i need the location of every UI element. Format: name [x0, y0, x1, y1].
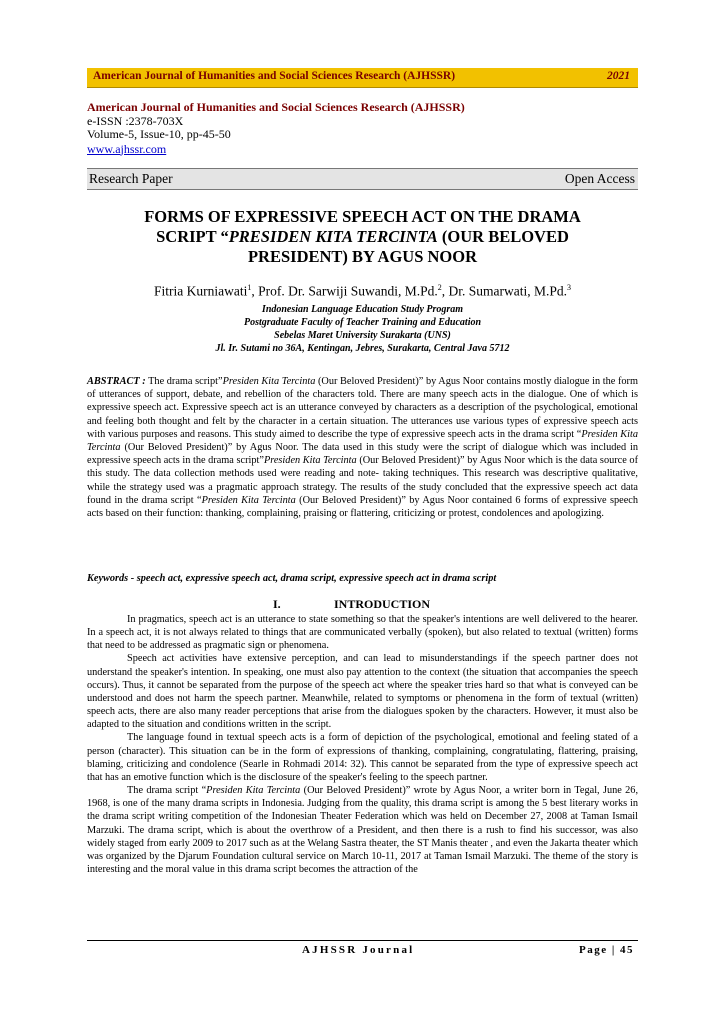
- paper-type: Research Paper: [89, 171, 173, 186]
- title-line-3: PRESIDENT) BY AGUS NOOR: [247, 247, 478, 266]
- abstract-italic: Presiden Kita Tercinta: [87, 428, 638, 454]
- affiliation-line: Sebelas Maret University Surakarta (UNS): [274, 330, 451, 341]
- body-text-run: The drama script “: [127, 785, 207, 797]
- title-line-2: [87, 227, 638, 247]
- access-type: Open Access: [564, 171, 635, 186]
- abstract: [87, 375, 638, 520]
- abstract-italic: Presiden Kita Tercinta: [201, 494, 296, 506]
- author-3-sup: 3: [567, 283, 571, 292]
- abstract-label: ABSTRACT :: [87, 376, 146, 387]
- paper-title: [87, 207, 638, 267]
- title-line-2-c: (OUR BELOVED: [437, 227, 569, 246]
- body-text-run: (Our Beloved President)” wrote by Agus Noor, a writer born in Tegal, June 26, 1968, is one of the many drama scripts in Indonesia. Judging from the quality, this drama script is among the 5 best literary works in the drama script writing competition of the Indonesian Theater Federation which was held on December 27, 2008 at Taman Ismail Marzuki. The drama script, which is about the overthrow of a President, and then there is a rush to find his successor, was also widely staged from early 2009 to 2017 such as at the Welang Sastra theater, the ST Manis theater , and even the Jakarta theater which was organized by the Djarum Foundation cultural service on March 10-11, 2017 at Taman Ismail Marzuki. The theme of the story is interesting and the moral value in this drama script becomes the attraction of the: [87, 785, 639, 875]
- body-paragraph: In pragmatics, speech act is an utterance to state something so that the speaker's intentions are well delivered to the hearer. In a speech act, it is not always related to things that are communicated verbally (spoken), but also related to textual (written) forms that need to be addressed as pragmatic sign or phenomena.: [87, 614, 638, 652]
- section-title: INTRODUCTION: [334, 597, 431, 611]
- abstract-text: (Our Beloved President)” by Agus Noor contains mostly dialogue in the form of utterances of support, debate, and rebellion of the characters told. There are many speech acts in the dialogue. One of which is expressive speech act. Expressive speech act is an utterance conveyed by characters as a description of the psychological, emotional and feeling both thought and felt by the character in a certain situation. The utterances use various types of expressive speech acts with various purposes and reasons. This study aimed to describe the type of expressive speech acts in the drama script “: [87, 376, 638, 440]
- author-1-sup: 1: [247, 283, 252, 292]
- author-2: , Prof. Dr. Sarwiji Suwandi, M.Pd.: [251, 283, 438, 299]
- title-line-1: FORMS OF EXPRESSIVE SPEECH ACT ON THE DRAMA: [144, 207, 581, 226]
- footer-page-number: 45: [620, 944, 634, 956]
- body-italic: Presiden Kita Tercinta: [206, 785, 301, 797]
- keywords: Keywords - speech act, expressive speech act, drama script, expressive speech act in drama script: [87, 573, 497, 584]
- section-number: I.: [273, 597, 281, 611]
- abstract-text: (Our Beloved President)” by Agus Noor. The data used in this study were the script of dialogue which was included in expressive speech acts in the drama script”: [87, 442, 638, 467]
- abstract-text: The drama script”: [145, 376, 223, 387]
- journal-website-link[interactable]: www.ajhssr.com: [87, 141, 167, 156]
- title-line-2-a: SCRIPT “: [156, 227, 229, 246]
- banner-year: 2021: [607, 70, 630, 82]
- eissn: e-ISSN :2378-703X: [87, 113, 184, 128]
- journal-info: [87, 101, 638, 156]
- journal-name: American Journal of Humanities and Social Sciences Research (AJHSSR): [87, 100, 465, 114]
- footer-page: [579, 944, 634, 956]
- affiliation: [87, 303, 638, 355]
- abstract-text: (Our Beloved President)” by Agus Noor which is the data source of this study. The data collection methods used were reading and note- taking techniques. This research was descriptive qualitative, while the strategy used was a pragmatic approach strategy. The results of the study concluded that the expressive speech act data found in the drama script “: [87, 455, 639, 506]
- abstract-text: (Our Beloved President)” by Agus Noor contained 6 forms of expressive speech acts based on their function: thanking, complaining, praising or flattering, criticizing or protest, condolences and apologizing.: [87, 494, 638, 520]
- affiliation-line: Jl. Ir. Sutami no 36A, Kentingan, Jebres, Surakarta, Central Java 5712: [215, 343, 510, 354]
- footer-page-label: Page |: [578, 944, 620, 956]
- body-text: [87, 613, 638, 876]
- body-paragraph: Speech act activities have extensive perception, and can lead to misunderstandings if the speech partner does not understand the speaker's intention. In speaking, one must also pay attention to the context (the situation that accompanies the speech occurs). Thus, it cannot be separated from the purpose of the speech act where the speaker tries hard so that what is conveyed can be understood and does not harm the speech partner. Meanwhile, related to symptoms or phenomena in the form of textual (written) speech acts, there are also many reader perceptions that arise from the dialogues spoken by the characters. However, it must also be adapted to the situation and conditions written in the script.: [87, 653, 638, 731]
- abstract-italic: Presiden Kita Tercinta: [222, 376, 316, 387]
- author-2-sup: 2: [437, 283, 442, 292]
- title-line-2-italic: PRESIDEN KITA TERCINTA: [228, 227, 438, 246]
- volume-issue: Volume-5, Issue-10, pp-45-50: [87, 127, 231, 141]
- banner-journal-title: American Journal of Humanities and Social Sciences Research (AJHSSR): [93, 70, 456, 82]
- author-3: , Dr. Sumarwati, M.Pd.: [441, 283, 567, 299]
- affiliation-line: Indonesian Language Education Study Program: [261, 304, 464, 315]
- body-paragraph: [87, 784, 638, 876]
- author-1: Fitria Kurniawati: [153, 283, 248, 299]
- author-list: [87, 283, 638, 300]
- footer-journal: AJHSSR Journal: [302, 944, 415, 956]
- body-paragraph: The language found in textual speech acts is a form of depiction of the psychological, emotional and feeling stated of a person (character). This situation can be in the form of expressions of thanking, complaining, congratulating, flattering, praising, blaming, criticizing and condolence (Searle in Rohmadi 2014: 32). This cannot be separated from the type of expressive speech act that has an emotive function which is the disclosure of the speaker's feeling to the speech partner.: [87, 732, 638, 783]
- abstract-italic: Presiden Kita Tercinta: [263, 455, 357, 467]
- paper-type-bar: [87, 168, 638, 190]
- journal-banner: [87, 68, 638, 88]
- affiliation-line: Postgraduate Faculty of Teacher Training and Education: [243, 317, 482, 328]
- page-footer: [87, 940, 638, 957]
